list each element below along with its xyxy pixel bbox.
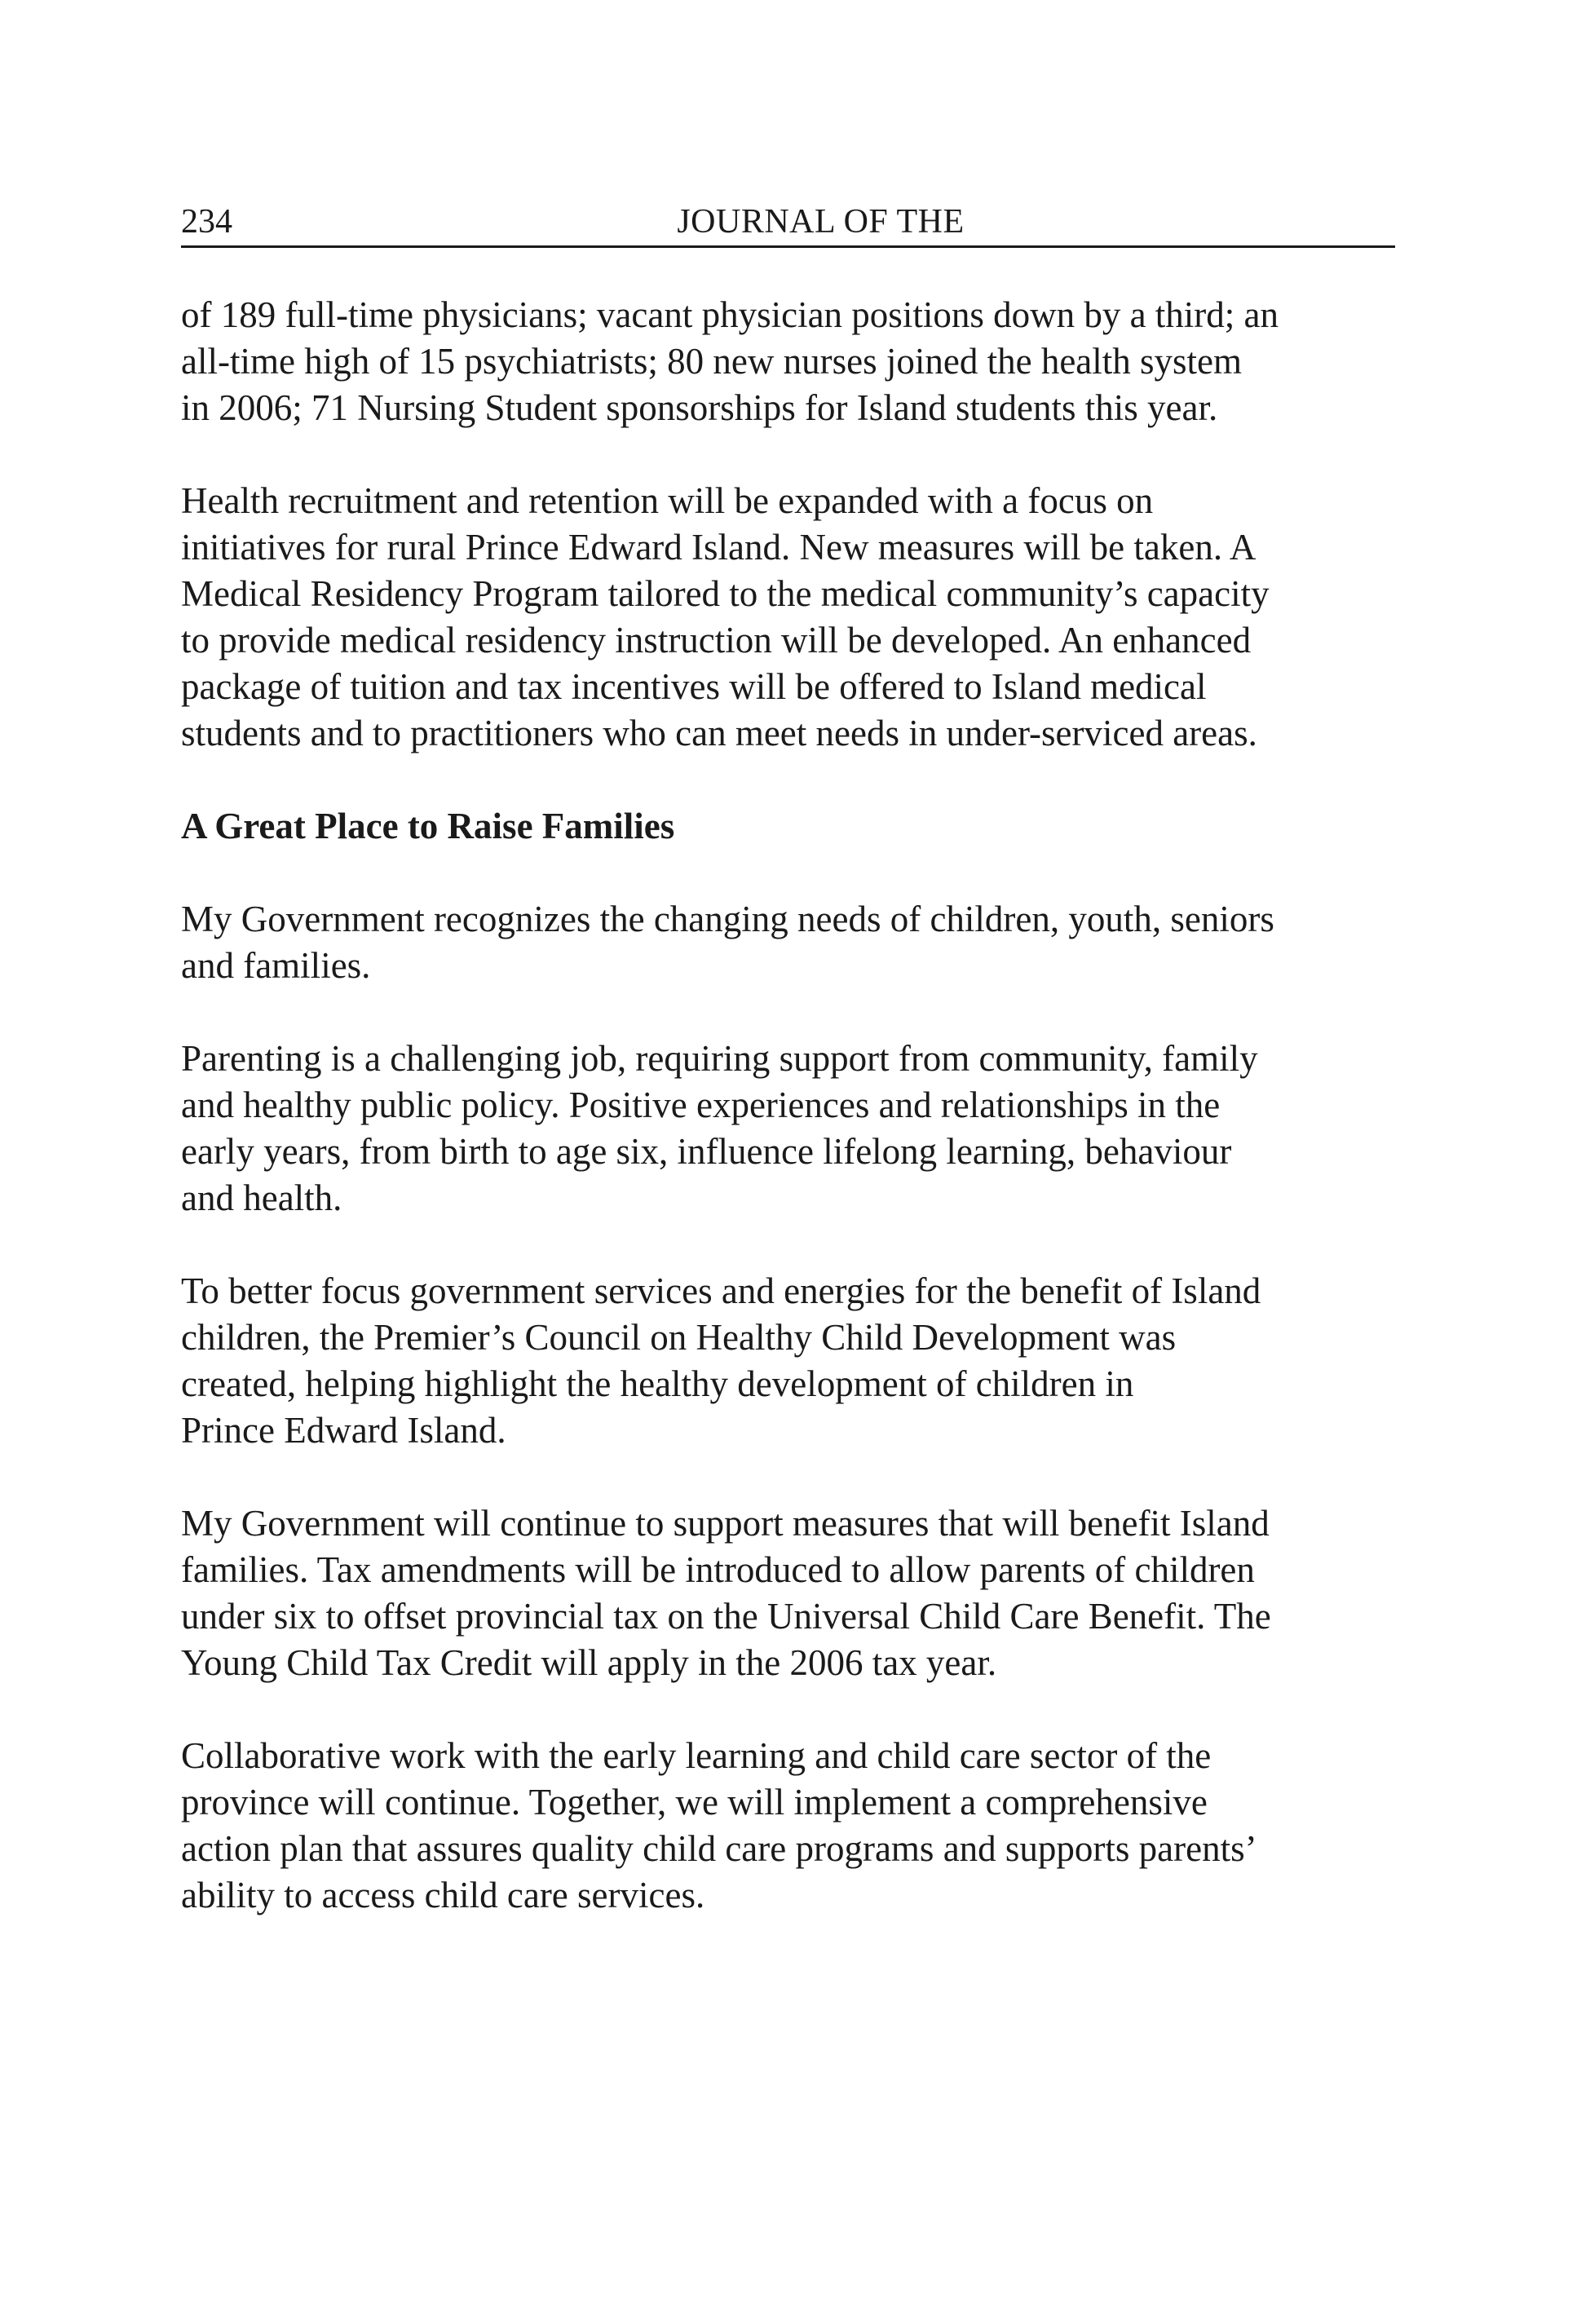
text-line: all-time high of 15 psychiatrists; 80 new nurses joined the health system <box>181 341 1243 382</box>
text-line: and families. <box>181 945 371 986</box>
section-heading: A Great Place to Raise Families <box>181 806 675 846</box>
paragraph-child-care <box>181 1733 1395 1919</box>
text-line: children, the Premier’s Council on Healthy Child Development was <box>181 1317 1177 1358</box>
text-line: created, helping highlight the healthy development of children in <box>181 1363 1134 1404</box>
running-header <box>181 198 1395 248</box>
text-line: to provide medical residency instruction will be developed. An enhanced <box>181 620 1252 661</box>
text-line: and healthy public policy. Positive experiences and relationships in the <box>181 1085 1221 1125</box>
paragraph-health-recruitment <box>181 478 1395 757</box>
text-line: early years, from birth to age six, influence lifelong learning, behaviour <box>181 1131 1232 1172</box>
paragraph-tax-measures <box>181 1500 1395 1686</box>
text-line: Parenting is a challenging job, requiring support from community, family <box>181 1038 1258 1079</box>
text-line: Collaborative work with the early learning and child care sector of the <box>181 1735 1212 1776</box>
text-line: in 2006; 71 Nursing Student sponsorships for Island students this year. <box>181 387 1218 428</box>
paragraph-physician-statistics <box>181 292 1395 431</box>
text-line: province will continue. Together, we will implement a comprehensive <box>181 1782 1208 1823</box>
text-line: Health recruitment and retention will be expanded with a focus on <box>181 480 1154 521</box>
running-title: JOURNAL OF THE <box>677 203 965 241</box>
text-line: and health. <box>181 1177 342 1218</box>
text-line: initiatives for rural Prince Edward Island. New measures will be taken. A <box>181 527 1257 568</box>
text-line: ability to access child care services. <box>181 1875 705 1915</box>
paragraph-changing-needs <box>181 896 1395 989</box>
text-line: package of tuition and tax incentives will be offered to Island medical <box>181 666 1207 707</box>
text-line: action plan that assures quality child care programs and supports parents’ <box>181 1828 1257 1869</box>
text-line: of 189 full-time physicians; vacant physician positions down by a third; an <box>181 294 1279 335</box>
text-line: Young Child Tax Credit will apply in the 2006 tax year. <box>181 1642 997 1683</box>
page-number: 234 <box>181 203 232 241</box>
text-line: students and to practitioners who can meet needs in under-serviced areas. <box>181 713 1257 753</box>
text-line: under six to offset provincial tax on the Universal Child Care Benefit. The <box>181 1596 1271 1637</box>
text-line: My Government recognizes the changing needs of children, youth, seniors <box>181 899 1274 939</box>
text-line: Medical Residency Program tailored to the medical community’s capacity <box>181 573 1270 614</box>
paragraph-premiers-council <box>181 1268 1395 1454</box>
body-text <box>181 292 1395 1965</box>
paragraph-parenting <box>181 1036 1395 1222</box>
text-line: To better focus government services and energies for the benefit of Island <box>181 1270 1261 1311</box>
text-line: My Government will continue to support measures that will benefit Island <box>181 1503 1270 1544</box>
text-line: families. Tax amendments will be introduced to allow parents of children <box>181 1549 1255 1590</box>
text-line: Prince Edward Island. <box>181 1410 506 1451</box>
